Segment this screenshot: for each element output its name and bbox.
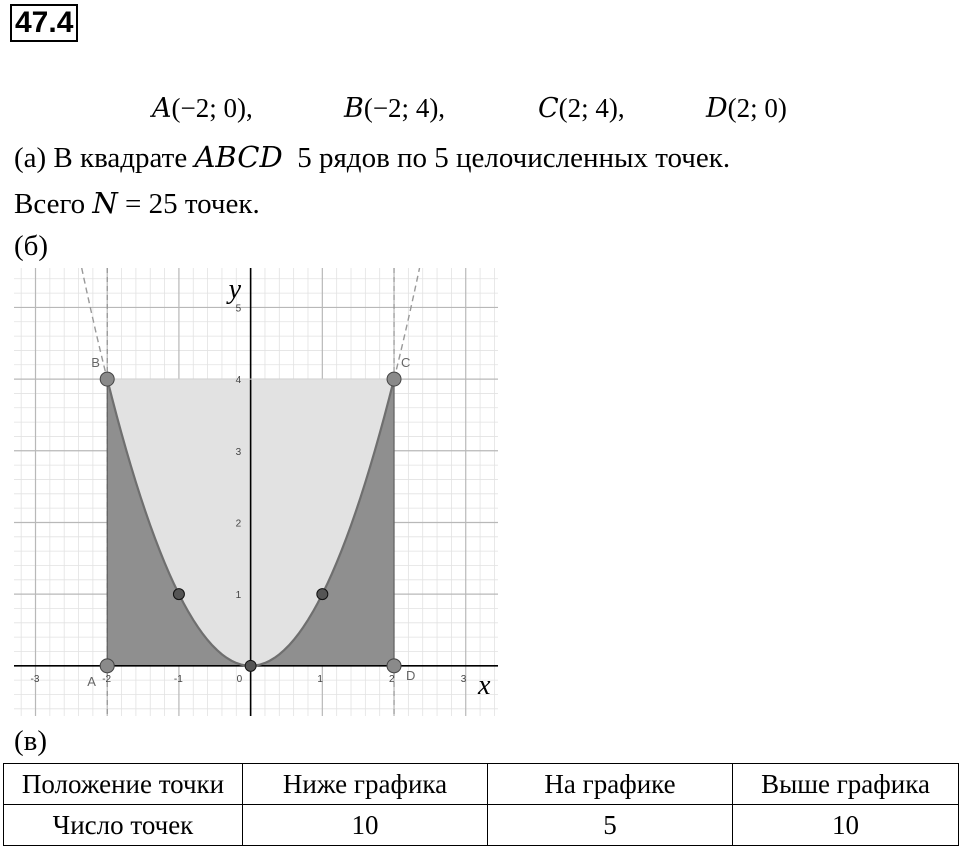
table-cell: 10 bbox=[243, 805, 488, 846]
x-tick-label: 2 bbox=[389, 673, 395, 685]
table-row bbox=[4, 805, 959, 846]
graph-point bbox=[173, 589, 184, 600]
x-tick-label: 1 bbox=[317, 673, 323, 685]
table-cell: 10 bbox=[733, 805, 959, 846]
vertex-label-a: A bbox=[87, 673, 96, 689]
vertex-label-d: D bbox=[406, 667, 416, 683]
graph-point bbox=[245, 660, 256, 671]
vertex-point-a bbox=[100, 659, 114, 673]
x-tick-label: -3 bbox=[30, 673, 40, 685]
results-table bbox=[3, 763, 959, 846]
x-tick-label: 3 bbox=[460, 673, 467, 685]
y-axis-label: y bbox=[228, 274, 242, 305]
table-header-row bbox=[4, 764, 959, 805]
problem-number: 47.4 bbox=[10, 4, 78, 42]
vertex-point-d bbox=[387, 659, 401, 673]
part-b-label: (б) bbox=[14, 230, 49, 262]
y-tick-label: 4 bbox=[235, 375, 242, 387]
parabola-graph bbox=[14, 268, 498, 716]
vertex-label-b: B bbox=[91, 355, 100, 371]
header-cell: Ниже графика bbox=[243, 764, 488, 805]
vertex-point-b bbox=[100, 372, 114, 386]
point-d-coords: D(2; 0) bbox=[706, 93, 787, 124]
part-a-text: (а) В квадрате ABCD 5 рядов по 5 целочисленных точек. bbox=[14, 140, 731, 174]
point-b-coords: B(−2; 4), bbox=[344, 93, 446, 124]
vertex-label-c: C bbox=[401, 355, 411, 371]
part-a-total: Всего N = 25 точек. bbox=[14, 186, 260, 220]
part-c-label: (в) bbox=[14, 725, 48, 757]
y-tick-label: 5 bbox=[235, 303, 242, 315]
header-cell: Положение точки bbox=[4, 764, 243, 805]
table-cell: 5 bbox=[488, 805, 733, 846]
y-tick-label: 2 bbox=[235, 518, 242, 530]
graph-point bbox=[317, 589, 328, 600]
x-tick-label: -1 bbox=[173, 673, 183, 685]
x-tick-label: 0 bbox=[236, 673, 243, 685]
x-tick-label: -2 bbox=[102, 673, 112, 685]
y-tick-label: 1 bbox=[235, 590, 242, 602]
y-tick-label: 3 bbox=[235, 446, 242, 458]
point-a-coords: A(−2; 0), bbox=[152, 93, 253, 124]
x-axis-label: x bbox=[478, 669, 491, 701]
point-c-coords: C(2; 4), bbox=[538, 93, 625, 124]
vertex-point-c bbox=[387, 372, 401, 386]
header-cell: Выше графика bbox=[733, 764, 959, 805]
header-cell: На графике bbox=[488, 764, 733, 805]
table-cell: Число точек bbox=[4, 805, 243, 846]
